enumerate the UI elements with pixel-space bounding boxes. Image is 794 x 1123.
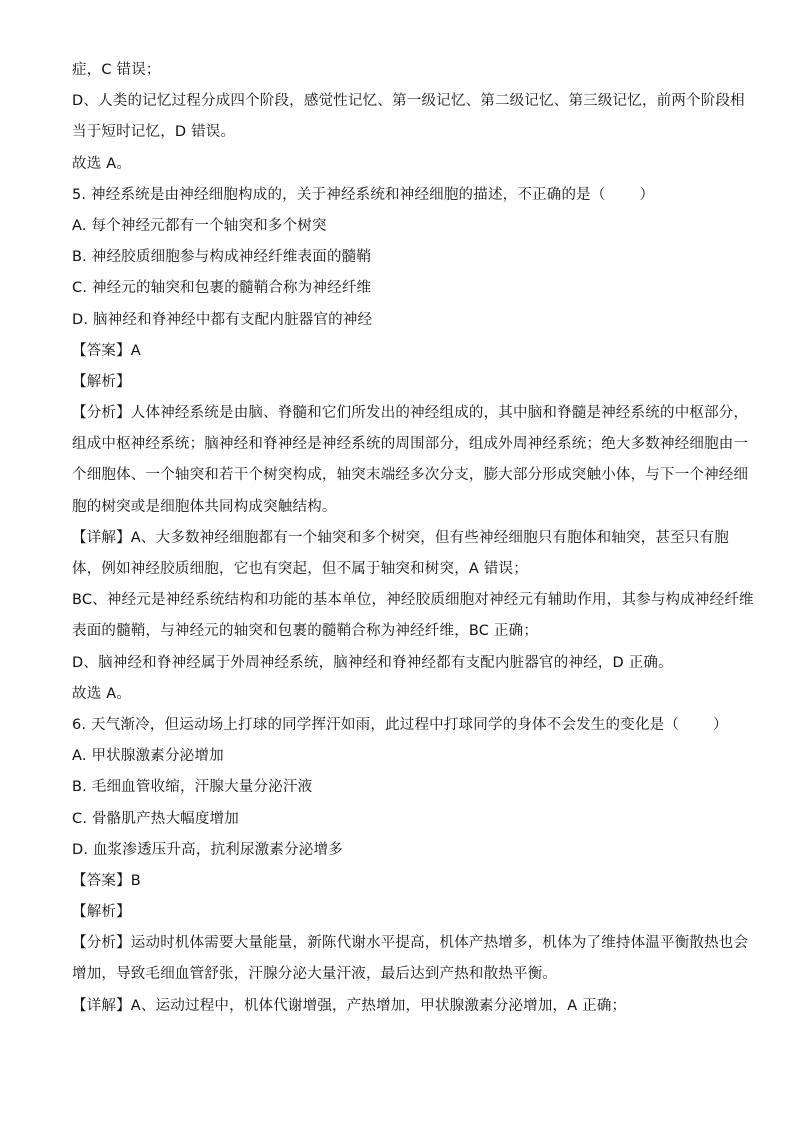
- q5-answer: 【答案】A: [72, 342, 141, 359]
- prev-c-tail: 症，C 错误；: [72, 62, 161, 78]
- q5-xiangjie-line: 表面的髓鞘，与神经元的轴突和包裹的髓鞘合称为神经纤维，BC 正确；: [72, 623, 539, 640]
- q5-stem-text: 5. 神经系统是由神经细胞构成的，关于神经系统和神经细胞的描述，不正确的是（: [72, 186, 606, 203]
- prev-d-line2: 当于短时记忆，D 错误。: [72, 124, 236, 141]
- q5-xiangjie-line: BC、神经元是神经系统结构和功能的基本单位，神经胶质细胞对神经元有辅助作用，其参与构成神经纤维: [72, 592, 754, 609]
- q5-option-b: B. 神经胶质细胞参与构成神经纤维表面的髓鞘: [72, 249, 372, 266]
- q6-option-c: C. 骨骼肌产热大幅度增加: [72, 810, 239, 827]
- prev-d-line1: D、人类的记忆过程分成四个阶段，感觉性记忆、第一级记忆、第二级记忆、第三级记忆，前两个阶段相: [72, 93, 745, 110]
- q6-fenxi-line: 【分析】运动时机体需要大量能量，新陈代谢水平提高，机体产热增多，机体为了维持体温平衡散热也会: [72, 935, 749, 952]
- q5-xiangjie-line: 体，例如神经胶质细胞，它也有突起，但不属于轴突和树突，A 错误；: [72, 561, 528, 577]
- q5-xiangjie-line: D、脑神经和脊神经属于外周神经系统，脑神经和脊神经都有支配内脏器官的神经，D 正确。: [72, 654, 673, 671]
- q5-stem-close: ）: [639, 186, 655, 203]
- q5-option-c: C. 神经元的轴突和包裹的髓鞘合称为神经纤维: [72, 280, 372, 297]
- q6-stem-text: 6. 天气渐冷，但运动场上打球的同学挥汗如雨，此过程中打球同学的身体不会发生的变化是（: [72, 716, 680, 733]
- q6-fenxi-line: 增加，导致毛细血管舒张，汗腺分泌大量汗液，最后达到产热和散热平衡。: [72, 966, 558, 983]
- q5-fenxi-line: 组成中枢神经系统；脑神经和脊神经是神经系统的周围部分，组成外周神经系统；绝大多数神经细胞由一: [72, 436, 749, 453]
- q6-xiangjie-line: 【详解】A、运动过程中，机体代谢增强，产热增加，甲状腺激素分泌增加，A 正确；: [72, 997, 627, 1014]
- q6-answer: 【答案】B: [72, 872, 141, 889]
- q6-option-b: B. 毛细血管收缩，汗腺大量分泌汗液: [72, 779, 313, 796]
- q6-analysis-label: 【解析】: [72, 904, 131, 921]
- q6-option-d: D. 血浆渗透压升高，抗利尿激素分泌增多: [72, 841, 343, 858]
- q5-xiangjie-line: 【详解】A、大多数神经细胞都有一个轴突和多个树突，但有些神经细胞只有胞体和轴突，甚至只有胞: [72, 529, 729, 546]
- q5-stem: [72, 185, 724, 205]
- q6-stem-close: ）: [713, 716, 728, 733]
- q5-fenxi-line: 胞的树突或是细胞体共同构成突触结构。: [72, 498, 337, 515]
- q5-analysis-label: 【解析】: [72, 373, 131, 390]
- q6-option-a: A. 甲状腺激素分泌增加: [72, 748, 224, 765]
- q5-option-a: A. 每个神经元都有一个轴突和多个树突: [72, 217, 327, 234]
- q6-stem: [72, 715, 728, 735]
- q5-fenxi-line: 【分析】人体神经系统是由脑、脊髓和它们所发出的神经组成的，其中脑和脊髓是神经系统的中枢部分，: [72, 405, 749, 422]
- q5-option-d: D. 脑神经和脊神经中都有支配内脏器官的神经: [72, 311, 373, 328]
- prev-choose: 故选 A。: [72, 155, 132, 172]
- q5-choose: 故选 A。: [72, 685, 132, 702]
- q5-fenxi-line: 个细胞体、一个轴突和若干个树突构成，轴突末端经多次分支，膨大部分形成突触小体，与下一个神经细: [72, 467, 749, 484]
